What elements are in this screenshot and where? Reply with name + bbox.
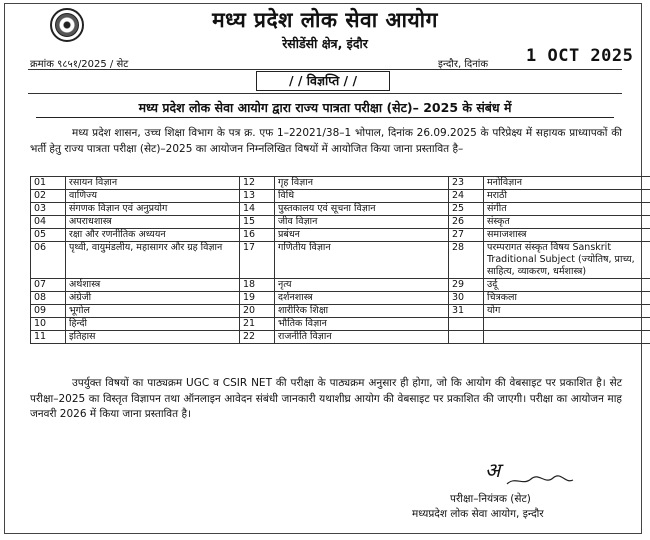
subject-name: अंग्रेजी: [66, 292, 240, 305]
subject-name: योग: [484, 305, 650, 318]
subject-number: 22: [240, 331, 275, 344]
subject-number: 04: [31, 216, 66, 229]
subject-number: 19: [240, 292, 275, 305]
table-row: [31, 305, 650, 318]
table-row: [31, 216, 650, 229]
subject-name: हिन्दी: [66, 318, 240, 331]
subject-name: वाणिज्य: [66, 190, 240, 203]
org-address: रेसीडेंसी क्षेत्र, इंदौर: [282, 36, 368, 51]
ref-label: क्रमांक: [30, 59, 54, 70]
table-row: [31, 279, 650, 292]
signature-mark: अ: [485, 458, 501, 482]
subject-number: 01: [31, 177, 66, 190]
notice-title: / / विज्ञप्ति / /: [256, 71, 390, 91]
subject-name: संस्कृत: [484, 216, 650, 229]
subject-number: 10: [31, 318, 66, 331]
closing-paragraph: उपर्युक्त विषयों का पाठ्यक्रम UGC व CSIR NET की परीक्षा के पाठ्यक्रम अनुसार ही होगा, जो कि आयोग की वेबसाइट पर प्रकाशित है। सेट परीक्षा–2025 का विस्तृत विज्ञापन तथा ऑनलाइन आवेदन संबंधी जानकारी यथाशीघ्र आयोग की वेबसाइट पर प्रकाशित की जाएगी। परीक्षा का आयोजन माह जनवरी 2026 में किया जाना प्रस्तावित है।: [30, 377, 622, 420]
subject-name: संगीत: [484, 203, 650, 216]
subject-name: [484, 318, 650, 331]
table-row: [31, 203, 650, 216]
subject-number: 03: [31, 203, 66, 216]
subject-number: 29: [449, 279, 484, 292]
table-row: [31, 190, 650, 203]
subject-number: 06: [31, 242, 66, 279]
subject-number: 21: [240, 318, 275, 331]
subject-line: मध्य प्रदेश लोक सेवा आयोग द्वारा राज्य पात्रता परीक्षा (सेट)– 2025 के संबंध में: [138, 100, 512, 115]
title-divider: [28, 93, 622, 94]
table-row: [31, 292, 650, 305]
subject-name: गणितीय विज्ञान: [275, 242, 449, 279]
ref-suffix: /2025 / सेट: [77, 59, 129, 70]
subject-name: समाजशास्त्र: [484, 229, 650, 242]
subject-number: 15: [240, 216, 275, 229]
subject-number: 26: [449, 216, 484, 229]
subjects-table: [30, 176, 650, 344]
header-divider: [28, 69, 622, 70]
ref-number: ९८५१: [57, 59, 78, 70]
subject-name: चित्रकला: [484, 292, 650, 305]
subject-name: अर्थशास्त्र: [66, 279, 240, 292]
subject-name: रसायन विज्ञान: [66, 177, 240, 190]
subject-number: 27: [449, 229, 484, 242]
subject-name: उर्दू: [484, 279, 650, 292]
subject-number: 08: [31, 292, 66, 305]
subject-number: 18: [240, 279, 275, 292]
subject-number: 09: [31, 305, 66, 318]
signatory-organization: मध्यप्रदेश लोक सेवा आयोग, इन्दौर: [412, 508, 544, 520]
subject-name: रक्षा और रणनीतिक अध्ययन: [66, 229, 240, 242]
subject-name: विधि: [275, 190, 449, 203]
table-row: [31, 177, 650, 190]
subject-number: 17: [240, 242, 275, 279]
subject-name: भौतिक विज्ञान: [275, 318, 449, 331]
subject-name: अपराधशास्त्र: [66, 216, 240, 229]
subject-number: 02: [31, 190, 66, 203]
subject-name: भूगोल: [66, 305, 240, 318]
subject-number: 30: [449, 292, 484, 305]
subject-name: मनोविज्ञान: [484, 177, 650, 190]
signatory-title: परीक्षा–नियंत्रक (सेट): [450, 493, 531, 505]
subject-name: जीव विज्ञान: [275, 216, 449, 229]
subject-number: 16: [240, 229, 275, 242]
table-row: [31, 229, 650, 242]
subject-number: 28: [449, 242, 484, 279]
subject-name: परम्परागत संस्कृत विषय Sanskrit Traditional Subject (ज्योतिष, प्राच्य, साहित्य, व्याकरण, धर्मशास्त्र): [484, 242, 650, 279]
subject-name: नृत्य: [275, 279, 449, 292]
subject-number: 11: [31, 331, 66, 344]
subject-name: मराठी: [484, 190, 650, 203]
subject-number: 20: [240, 305, 275, 318]
subject-name: गृह विज्ञान: [275, 177, 449, 190]
subject-number: [449, 331, 484, 344]
org-title: मध्य प्रदेश लोक सेवा आयोग: [212, 8, 438, 32]
subject-number: 14: [240, 203, 275, 216]
subject-name: पुस्तकालय एवं सूचना विज्ञान: [275, 203, 449, 216]
subject-number: 24: [449, 190, 484, 203]
subject-name: संगणक विज्ञान एवं अनुप्रयोग: [66, 203, 240, 216]
subject-number: [449, 318, 484, 331]
subject-name: इतिहास: [66, 331, 240, 344]
subject-number: 23: [449, 177, 484, 190]
subject-name: [484, 331, 650, 344]
subject-number: 12: [240, 177, 275, 190]
subject-number: 05: [31, 229, 66, 242]
subject-number: 13: [240, 190, 275, 203]
subject-name: शारीरिक शिक्षा: [275, 305, 449, 318]
signature-scribble: [505, 474, 575, 488]
intro-paragraph: मध्य प्रदेश शासन, उच्च शिक्षा विभाग के पत्र क्र. एफ 1–22021/38–1 भोपाल, दिनांक 26.09.2025 के परिप्रेक्ष्य में सहायक प्राध्यापकों की भर्ती हेतु राज्य पात्रता परीक्षा (सेट)–2025 का आयोजन निम्नलिखित विषयों में आयोजित किया जाना प्रस्तावित है–: [30, 127, 622, 155]
subject-underline: [36, 117, 614, 118]
subject-name: प्रबंधन: [275, 229, 449, 242]
date-stamp: 1 OCT 2025: [526, 46, 634, 66]
subject-number: 25: [449, 203, 484, 216]
subject-name: पृथ्वी, वायुमंडलीय, महासागर और ग्रह विज्ञान: [66, 242, 240, 279]
reference-number: [30, 56, 128, 70]
subject-number: 31: [449, 305, 484, 318]
place-date-label: इन्दौर, दिनांक: [438, 59, 489, 70]
subject-number: 07: [31, 279, 66, 292]
subject-name: राजनीति विज्ञान: [275, 331, 449, 344]
subject-name: दर्शनशास्त्र: [275, 292, 449, 305]
table-row: [31, 242, 650, 279]
table-row: [31, 318, 650, 331]
table-row: [31, 331, 650, 344]
